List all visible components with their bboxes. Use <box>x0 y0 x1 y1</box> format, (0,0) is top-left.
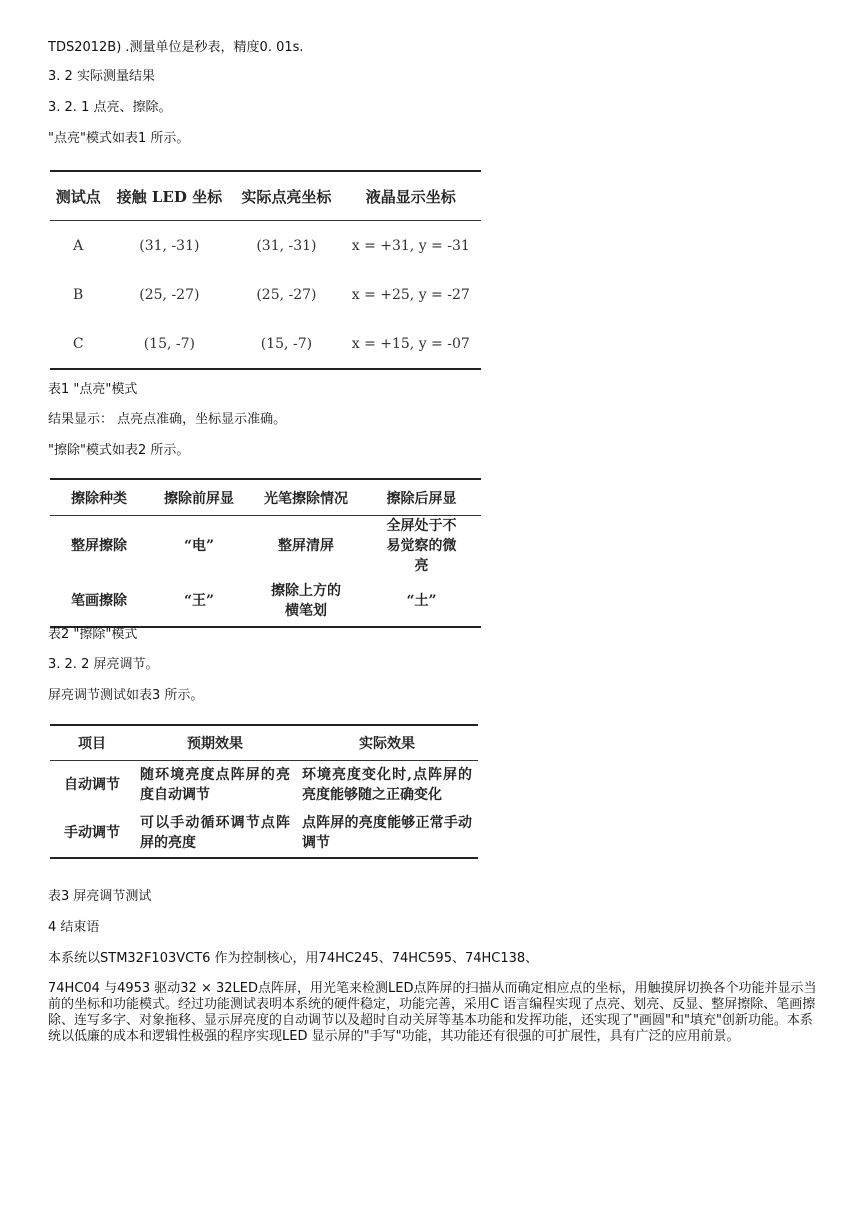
table-header-cell: 光笔擦除情况 <box>250 479 362 516</box>
table-cell: “王” <box>183 593 215 609</box>
table-cell: 整屏清屏 <box>278 538 334 554</box>
table-cell: 点阵屏的亮度能够正常手动调节 <box>302 815 472 851</box>
paragraph: 74HC04 与4953 驱动32 × 32LED点阵屏，用光笔来检测LED点阵屏的扫描从而确定相应点的坐标，用触摸屏切换各个功能并显示当前的坐标和功能模式。经过功能测试表明本系统的硬件稳定，功能完善，采用C 语言编程实现了点亮、划亮、反显、整屏擦除、笔画擦除、连写多字、对象拖移、显示屏亮度的自动调节以及超时自动关屏等基本功能和发挥功能，还实现了"画圆"和"填充"创新功能。本系统以低廉的成本和逻辑性极强的程序实现LED 显示屏的"手写"功能，其功能还有很强的可扩展性，具有广泛的应用前景。 <box>48 981 817 1044</box>
table-cell: 擦除上方的横笔划 <box>271 583 341 619</box>
table-cell: C <box>72 335 84 352</box>
table-row <box>50 809 478 858</box>
table-row <box>50 576 481 627</box>
table-cell: (15, -7) <box>143 335 195 352</box>
table-header-cell: 液晶显示坐标 <box>341 171 481 221</box>
table-cell: (15, -7) <box>260 335 313 352</box>
section-heading: 4 结束语 <box>48 920 100 935</box>
table-2 <box>50 478 481 628</box>
section-heading: 3. 2 实际测量结果 <box>48 69 155 84</box>
text-line: "擦除"模式如表2 所示。 <box>48 443 190 458</box>
table-cell: (25, -27) <box>139 286 200 303</box>
table-header-cell: 接触 LED 坐标 <box>106 171 232 221</box>
table-caption: 表1 "点亮"模式 <box>48 382 138 397</box>
table-cell: (31, -31) <box>256 237 317 254</box>
table-cell: 环境亮度变化时,点阵屏的亮度能够随之正确变化 <box>302 767 472 803</box>
table-row <box>50 221 481 271</box>
table-cell: 笔画擦除 <box>71 593 127 609</box>
table-row <box>50 516 481 577</box>
table-header-cell: 预期效果 <box>134 725 296 761</box>
text-line: "点亮"模式如表1 所示。 <box>48 131 190 146</box>
text-line: TDS2012B) .测量单位是秒表，精度0. 01s. <box>48 40 304 55</box>
table-cell: B <box>73 286 84 303</box>
text-line: 屏亮调节测试如表3 所示。 <box>48 688 204 703</box>
table-cell: 整屏擦除 <box>71 538 127 554</box>
table-3 <box>50 724 478 859</box>
table-cell: 全屏处于不易觉察的微亮 <box>386 518 457 574</box>
table-caption: 表2 "擦除"模式 <box>48 627 138 642</box>
table-row <box>50 270 481 319</box>
table-header-row <box>50 479 481 516</box>
table-header-cell: 实际效果 <box>296 725 478 761</box>
table-cell: 自动调节 <box>64 777 120 793</box>
table-cell: A <box>73 237 84 254</box>
table-header-cell: 擦除前屏显 <box>148 479 250 516</box>
text-line: 结果显示： 点亮点准确，坐标显示准确。 <box>48 412 287 427</box>
subsection-heading: 3. 2. 1 点亮、擦除。 <box>48 100 172 115</box>
table-caption: 表3 屏亮调节测试 <box>48 889 152 904</box>
table-header-cell: 项目 <box>50 725 134 761</box>
table-1 <box>50 170 481 370</box>
table-cell: 手动调节 <box>64 825 120 841</box>
table-cell: x = +31, y = -31 <box>351 237 470 254</box>
text-line: 本系统以STM32F103VCT6 作为控制核心，用74HC245、74HC595、74HC138、 <box>48 951 539 966</box>
table-cell: “电” <box>183 538 215 554</box>
table-header-row <box>50 171 481 221</box>
table-header-cell: 测试点 <box>50 171 106 221</box>
table-row <box>50 319 481 369</box>
table-cell: “土” <box>406 593 437 609</box>
table-cell: (25, -27) <box>256 286 317 303</box>
table-header-cell: 擦除种类 <box>50 479 148 516</box>
table-cell: x = +25, y = -27 <box>351 286 470 303</box>
table-cell: 可以手动循环调节点阵屏的亮度 <box>140 815 290 851</box>
table-cell: x = +15, y = -07 <box>351 335 470 352</box>
table-cell: 随环境亮度点阵屏的亮度自动调节 <box>140 767 290 803</box>
table-cell: (31, -31) <box>139 237 200 254</box>
table-header-cell: 实际点亮坐标 <box>232 171 340 221</box>
subsection-heading: 3. 2. 2 屏亮调节。 <box>48 657 159 672</box>
table-row <box>50 761 478 810</box>
table-header-cell: 擦除后屏显 <box>362 479 481 516</box>
table-header-row <box>50 725 478 761</box>
